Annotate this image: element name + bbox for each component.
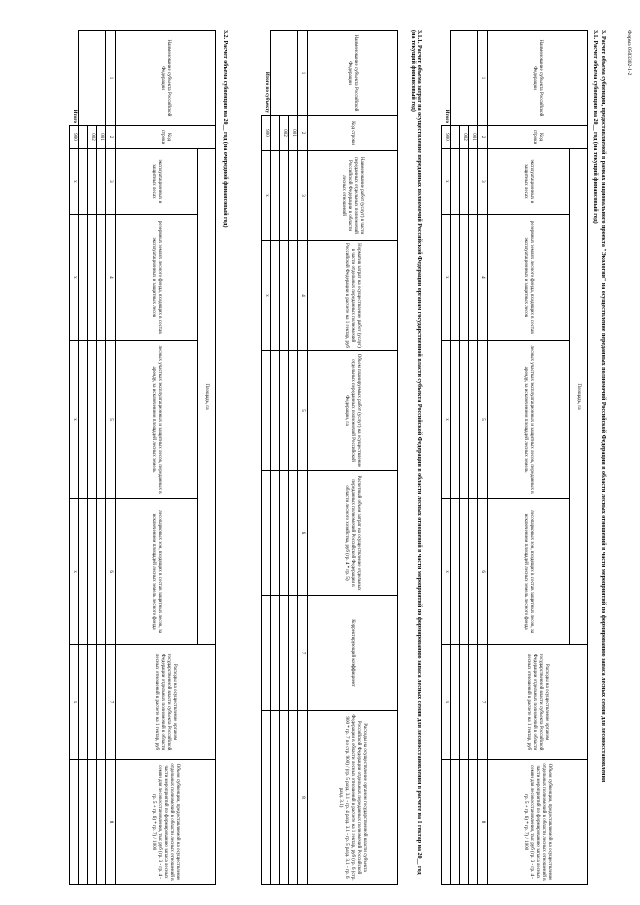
col-num: 5 [106,340,116,498]
header-code: Код строки [488,126,588,149]
header-area-1: эксплуатационных и защитных лесах [488,149,570,215]
code-cell: 001 [469,126,478,149]
x-cell: х [442,340,451,498]
col-num: 8 [478,760,488,885]
table-cell [88,340,97,498]
table-cell [79,149,88,215]
table-cell [289,471,298,596]
table-cell [97,214,106,340]
col-num: 1 [478,31,488,126]
x-cell: х [70,149,79,215]
table-3-2 [69,30,216,885]
table-cell [97,760,106,885]
col-num: 5 [298,351,308,471]
header-cost: Расходы на осуществление органом государственной власти субъекта Российской Федерации отдельных полномочий в области лесных отношений в расчете на 1 гектар, руб [116,645,216,760]
table-cell [262,471,271,596]
table-cell [460,499,469,645]
code-cell: 900 [70,126,79,149]
col-num: 4 [298,241,308,351]
header-works: Наименование работ (услуг) в части переданных отдельных полномочий Российской Федерации в области лесных отношений [308,151,398,241]
header-area-3: лесных участках эксплуатационных и защитных лесов, переданных в аренду, за исключением площадей лесных земель [116,340,198,498]
table-cell [280,351,289,471]
table-cell [262,711,271,885]
table-cell [469,499,478,645]
x-cell: х [442,149,451,215]
x-cell: х [442,499,451,645]
table-cell [460,645,469,760]
col-num: 3 [478,149,488,215]
table-cell [97,149,106,215]
table-cell [469,760,478,885]
table-cell [79,645,88,760]
table-cell [79,340,88,498]
header-subject: Наименование субъекта Российской Федерации [116,31,216,126]
section-3-1-title: 3.1. Расчет объема субвенции на 20__ год (на текущий финансовый год) [592,30,598,224]
header-code: Код строки [116,126,216,149]
header-cost-per-ha: Расходы на осуществление органом государственной власти субъекта Российской Федерации отдельных переданных полномочий Российской Федерации в области лесных отношений в расчете на 1 гектар, руб (гр. 6 (стр. 900 * гр. 7 по стр. 900) / (гр. 5 разд. 3.1 - гр. 4 разд. 3.1 - гр. 5 разд. 3.1 - гр. 6 разд. 3.1) [308,711,398,885]
table-cell [271,151,280,241]
table-cell [289,151,298,241]
col-num: 6 [106,499,116,645]
table-cell [460,760,469,885]
table-cell [88,645,97,760]
col-num: 3 [106,149,116,215]
table-cell [451,760,460,885]
header-volume-works: Объем планируемых работ (услуг) на осуществление отдельных переданных полномочий Российской Федерации, га [308,351,398,471]
table-cell [451,214,460,340]
col-num: 2 [298,116,308,151]
header-area: Площадь, га [198,149,216,645]
table-cell [280,151,289,241]
subject-cell [79,31,106,126]
header-area-4: лесопарковых зон, входящих в состав защитных лесов, за исключением площадей лесных земель лесного фонда [116,499,198,645]
code-cell [271,116,280,151]
code-cell: 001 [289,116,298,151]
table-cell [460,340,469,498]
header-volume: Объем субвенции, предоставляемой на осуществление отдельных полномочий в области лесных отношений в части мероприятий по формированию запаса лесных семян для лесовосстановления, тыс руб (гр. 3 - гр. 4 - гр. 5 + гр. 6) * гр. 7) / 1000 [488,760,588,885]
table-cell [460,149,469,215]
table-cell [289,596,298,711]
table-cell [79,214,88,340]
col-num: 1 [106,31,116,126]
header-subject: Наименование субъекта Российской Федерации [488,31,588,126]
table-cell [469,149,478,215]
header-subject: Наименование субъекта Российской Федерации [308,31,398,116]
table-cell [280,711,289,885]
section-3-1-1-title: 3.1.1. Расчет объема затрат на осуществление переданных полномочий Российской Федерации органам государственной власти субъекта Российской Федерации в области лесных отношений в части мероприятий по формированию запаса лесных семян для лесовосстановления в расчете на 1 гектар на 20__ год (на текущий финансовый год) [410,30,422,875]
x-cell: х [70,340,79,498]
header-area-2: резервных землях лесного фонда, входящих в состав эксплуатационных и защитных лесов [488,214,570,340]
subject-cell [271,31,298,116]
table-cell [451,645,460,760]
col-num: 7 [298,596,308,711]
col-num: 8 [106,760,116,885]
table-3-1-1 [261,30,398,885]
table-cell [271,351,280,471]
table-cell [88,760,97,885]
total-label: Итого [442,31,451,126]
col-num: 2 [478,126,488,149]
col-num: 2 [106,126,116,149]
total-label: Итого [70,31,79,126]
code-cell: 002 [460,126,469,149]
table-cell [469,645,478,760]
header-area: Площадь, га [570,149,588,645]
section-3-title: 3. Расчет объема субвенции, предоставляемой в рамках национального проекта "Экология" на осуществление переданных полномочий Российской Федерации в области лесных отношений в части мероприятий по формированию запаса лесных семян для лесовосстановления [600,30,606,783]
table-cell [262,596,271,711]
table-cell [469,214,478,340]
x-cell: х [442,214,451,340]
code-cell: 001 [97,126,106,149]
code-cell: 002 [280,116,289,151]
x-cell: х [442,645,451,760]
table-cell [70,760,79,885]
table-cell [280,241,289,351]
col-num: 7 [478,645,488,760]
section-3-2-title: 3.2. Расчет объема субвенции на 20__ год (на очередной финансовый год) [222,30,228,228]
code-cell [79,126,88,149]
x-cell: х [70,645,79,760]
table-cell [79,760,88,885]
x-cell: х [262,241,271,351]
table-cell [88,214,97,340]
col-num: 6 [298,471,308,596]
header-coefficient: Корректирующий коэффициент [308,596,398,711]
table-cell [289,351,298,471]
header-code: Код строки [308,116,398,151]
table-cell [451,340,460,498]
total-label: Итого по субъекту [262,31,271,116]
header-cost: Расходы на осуществление органом государственной власти субъекта Российской Федерации отдельных полномочий в области лесных отношений в расчете на 1 гектар, руб [488,645,588,760]
table-cell [271,596,280,711]
table-cell [442,760,451,885]
table-cell [289,711,298,885]
table-cell [88,149,97,215]
table-cell [280,471,289,596]
x-cell: х [70,214,79,340]
table-cell [88,499,97,645]
table-cell [97,499,106,645]
header-area-2: резервных землях лесного фонда, входящих в состав эксплуатационных и защитных лесов [116,214,198,340]
col-num: 4 [106,214,116,340]
table-cell [280,596,289,711]
col-num: 4 [478,214,488,340]
code-cell: 900 [442,126,451,149]
col-num: 6 [478,499,488,645]
col-num: 8 [298,711,308,885]
table-3-1 [441,30,588,885]
header-area-3: лесных участках эксплуатационных и защитных лесов, переданных в аренду, за исключением площадей лесных земель [488,340,570,498]
form-code: Форма 0503302-1-2 [626,30,632,76]
header-area-1: эксплуатационных и защитных лесах [116,149,198,215]
table-cell [271,711,280,885]
col-num: 3 [298,151,308,241]
table-cell [289,241,298,351]
col-num: 5 [478,340,488,498]
header-volume: Объем субвенции, предоставляемой на осуществление отдельных полномочий в области лесных отношений в части мероприятий по формированию запаса лесных семян для лесовосстановления, тыс руб (гр. 3 - гр. 4 - гр. 5 + гр. 6) * гр. 7) / 1000 [116,760,216,885]
col-num: 1 [298,31,308,116]
x-cell: х [70,499,79,645]
subject-cell [451,31,478,126]
table-cell [451,149,460,215]
table-cell [79,499,88,645]
table-cell [460,214,469,340]
code-cell: 900 [262,116,271,151]
x-cell: х [262,151,271,241]
table-cell [271,471,280,596]
rotated-page [20,20,620,890]
table-cell [97,340,106,498]
header-norm: Норматив затрат на осуществление работ (услуг) в части отдельных переданных полномочий Российской Федерации в расчете на 1 гектар, руб [308,241,398,351]
table-cell [262,351,271,471]
header-area-4: лесопарковых зон, входящих в состав защитных лесов, за исключением площадей лесных земель лесного фонда [488,499,570,645]
header-calc-volume: Расчетный объем затрат на осуществление отдельных переданных полномочий Российской Федерации в области лесного хозяйства, руб (гр. 4 * гр. 5) [308,471,398,596]
code-cell: 002 [88,126,97,149]
code-cell [451,126,460,149]
table-cell [451,499,460,645]
table-cell [469,340,478,498]
table-cell [271,241,280,351]
col-num: 7 [106,645,116,760]
table-cell [97,645,106,760]
